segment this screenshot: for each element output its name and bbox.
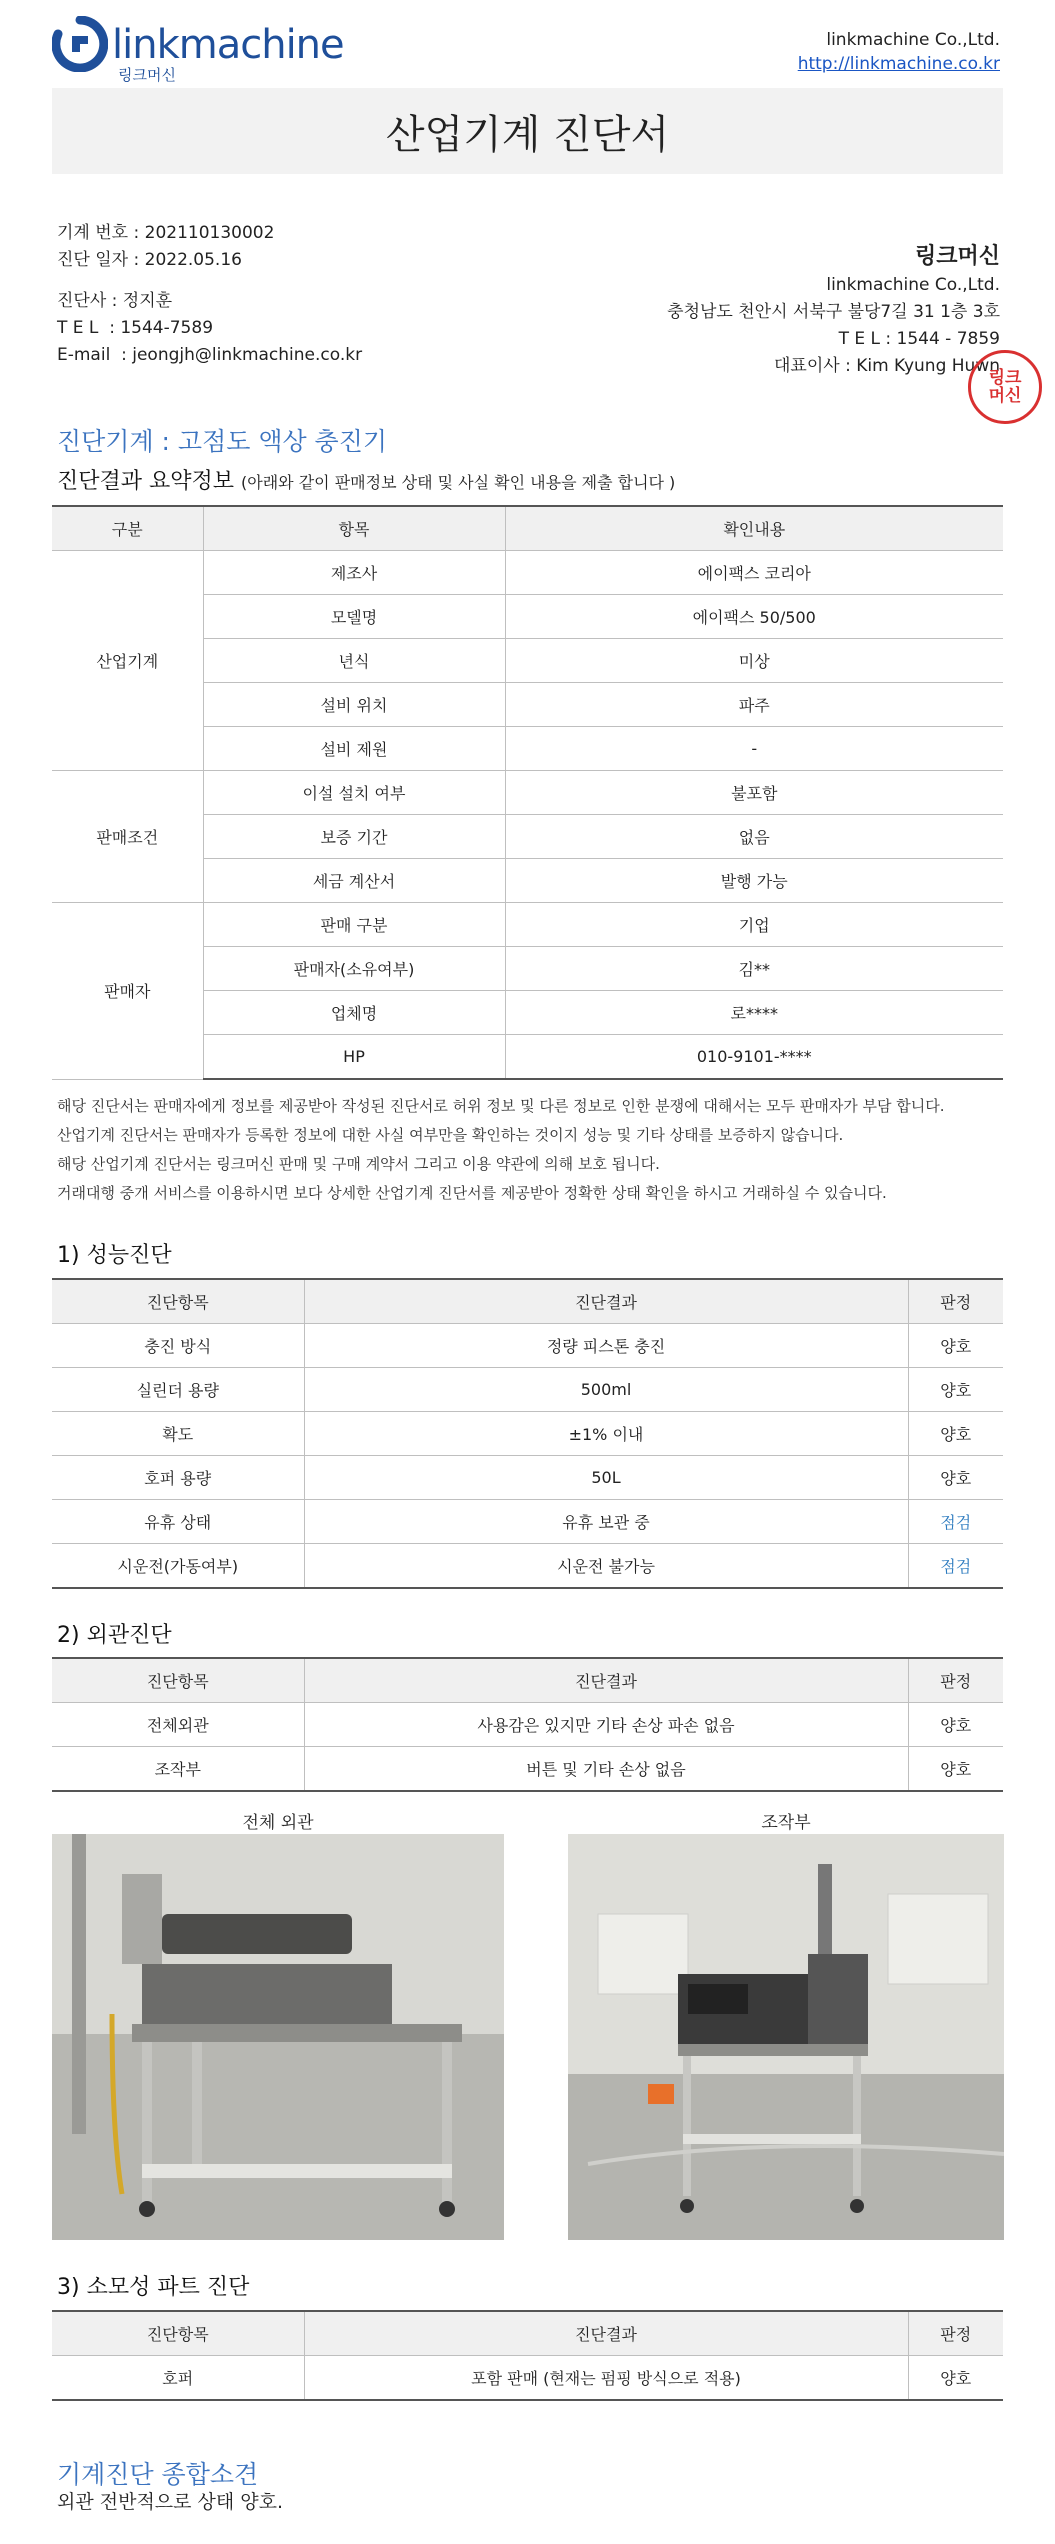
- diagnosis-verdict: 양호: [908, 1412, 1003, 1456]
- company-english-name: linkmachine Co.,Ltd.: [826, 275, 1000, 295]
- photo-label-control: 조작부: [761, 1813, 811, 1833]
- logo-subtext: 링크머신: [118, 66, 176, 84]
- column-header: 진단항목: [52, 2311, 304, 2356]
- consumables-heading: 3) 소모성 파트 진단: [57, 2275, 250, 2300]
- summary-note: (아래와 같이 판매정보 상태 및 사실 확인 내용을 제출 합니다 ): [241, 473, 676, 492]
- page-title: 산업기계 진단서: [52, 88, 1003, 174]
- item-value: 김**: [505, 947, 1003, 991]
- inspector-email[interactable]: E-mail : jeongjh@linkmachine.co.kr: [57, 345, 363, 365]
- column-header: 판정: [908, 2311, 1003, 2356]
- machine-heading: 진단기계 : 고점도 액상 충진기: [57, 427, 388, 456]
- note-line: 해당 진단서는 판매자에게 정보를 제공받아 작성된 진단서로 허위 정보 및 다른 정보로 인한 분쟁에 대해서는 모두 판매자가 부담 합니다.: [57, 1097, 945, 1115]
- diagnosis-item: 실린더 용량: [52, 1368, 304, 1412]
- company-info: [667, 243, 1000, 380]
- appearance-heading: 2) 외관진단: [57, 1623, 172, 1648]
- column-header: 확인내용: [505, 506, 1003, 551]
- table-row: [52, 1500, 1003, 1544]
- item-value: 발행 가능: [505, 859, 1003, 903]
- note-line: 산업기계 진단서는 판매자가 등록한 정보에 대한 사실 여부만을 확인하는 것이지 성능 및 기타 상태를 보증하지 않습니다.: [57, 1126, 844, 1144]
- table-row: [52, 1412, 1003, 1456]
- item-value: -: [505, 727, 1003, 771]
- appearance-table: [52, 1657, 1003, 1792]
- diagnosis-verdict: 양호: [908, 1747, 1003, 1792]
- diagnosis-item: 유휴 상태: [52, 1500, 304, 1544]
- table-row: [52, 1544, 1003, 1589]
- item-label: 판매 구분: [203, 903, 505, 947]
- diagnosis-item: 확도: [52, 1412, 304, 1456]
- diagnosis-item: 조작부: [52, 1747, 304, 1792]
- table-row: [52, 771, 1003, 815]
- disclaimer-notes: [57, 1092, 945, 1208]
- summary-table: [52, 505, 1003, 1080]
- company-seal-stamp: 링크머신: [968, 350, 1042, 424]
- website-link[interactable]: http://linkmachine.co.kr: [797, 54, 1000, 74]
- table-row: [52, 1747, 1003, 1792]
- item-label: 년식: [203, 639, 505, 683]
- logo-text: linkmachine: [112, 22, 344, 68]
- performance-heading: 1) 성능진단: [57, 1243, 172, 1268]
- diagnosis-verdict: 양호: [908, 1703, 1003, 1747]
- diagnosis-item: 전체외관: [52, 1703, 304, 1747]
- item-label: 이설 설치 여부: [203, 771, 505, 815]
- item-value: 에이팩스 50/500: [505, 595, 1003, 639]
- diagnosis-result: 정량 피스톤 충진: [304, 1324, 908, 1368]
- table-row: [52, 903, 1003, 947]
- table-row: [52, 551, 1003, 595]
- note-line: 거래대행 중개 서비스를 이용하시면 보다 상세한 산업기계 진단서를 제공받아 정확한 상태 확인을 하시고 거래하실 수 있습니다.: [57, 1184, 887, 1202]
- diagnosis-verdict: 점검: [908, 1500, 1003, 1544]
- column-header: 진단결과: [304, 1658, 908, 1703]
- company-name: linkmachine Co.,Ltd.: [826, 30, 1000, 50]
- diagnosis-info: [57, 220, 362, 369]
- summary-heading: [57, 464, 675, 495]
- company-tel: T E L : 1544 - 7859: [838, 329, 1000, 349]
- diagnosis-result: 50L: [304, 1456, 908, 1500]
- table-header-row: [52, 506, 1003, 551]
- item-label: 제조사: [203, 551, 505, 595]
- group-label: 판매자: [52, 903, 203, 1080]
- group-label: 산업기계: [52, 551, 203, 771]
- item-label: 보증 기간: [203, 815, 505, 859]
- item-label: 업체명: [203, 991, 505, 1035]
- column-header: 진단결과: [304, 2311, 908, 2356]
- inspector-name: 진단사 : 정지훈: [57, 291, 173, 311]
- item-value: 파주: [505, 683, 1003, 727]
- item-label: 판매자(소유여부): [203, 947, 505, 991]
- diagnosis-verdict: 양호: [908, 1324, 1003, 1368]
- company-korean-name: 링크머신: [914, 244, 1000, 269]
- company-ceo: 대표이사 : Kim Kyung Huwn: [773, 356, 1000, 376]
- diagnosis-item: 충진 방식: [52, 1324, 304, 1368]
- table-header-row: [52, 2311, 1003, 2356]
- performance-table: [52, 1278, 1003, 1589]
- company-address: 충청남도 천안시 서북구 불당7길 31 1층 3호: [667, 302, 1000, 322]
- company-header: [798, 28, 1000, 76]
- machine-overall-photo: [52, 1834, 504, 2240]
- column-header: 판정: [908, 1279, 1003, 1324]
- column-header: 진단항목: [52, 1279, 304, 1324]
- item-value: 010-9101-****: [505, 1035, 1003, 1080]
- diagnosis-verdict: 양호: [908, 1456, 1003, 1500]
- diagnosis-verdict: 양호: [908, 1368, 1003, 1412]
- table-header-row: [52, 1279, 1003, 1324]
- item-value: 에이팩스 코리아: [505, 551, 1003, 595]
- table-row: [52, 1703, 1003, 1747]
- item-value: 로****: [505, 991, 1003, 1035]
- note-line: 해당 산업기계 진단서는 링크머신 판매 및 구매 계약서 그리고 이용 약관에 의해 보호 됩니다.: [57, 1155, 660, 1173]
- diagnosis-verdict: 양호: [908, 2356, 1003, 2401]
- diagnosis-item: 호퍼: [52, 2356, 304, 2401]
- table-row: [52, 1324, 1003, 1368]
- item-label: 세금 계산서: [203, 859, 505, 903]
- diagnosis-verdict: 점검: [908, 1544, 1003, 1589]
- item-label: 모델명: [203, 595, 505, 639]
- item-value: 미상: [505, 639, 1003, 683]
- diagnosis-result: 버튼 및 기타 손상 없음: [304, 1747, 908, 1792]
- diagnosis-result: ±1% 이내: [304, 1412, 908, 1456]
- column-header: 구분: [52, 506, 203, 551]
- diagnosis-item: 호퍼 용량: [52, 1456, 304, 1500]
- item-label: HP: [203, 1035, 505, 1080]
- item-label: 설비 위치: [203, 683, 505, 727]
- logo-icon: [52, 16, 108, 72]
- control-panel-photo: [568, 1834, 1004, 2240]
- diagnosis-date: 진단 일자 : 2022.05.16: [57, 250, 242, 270]
- table-row: [52, 1456, 1003, 1500]
- summary-title: 진단결과 요약정보: [57, 469, 235, 494]
- diagnosis-item: 시운전(가동여부): [52, 1544, 304, 1589]
- diagnosis-result: 시운전 불가능: [304, 1544, 908, 1589]
- group-label: 판매조건: [52, 771, 203, 903]
- diagnosis-result: 500ml: [304, 1368, 908, 1412]
- table-header-row: [52, 1658, 1003, 1703]
- diagnosis-result: 유휴 보관 중: [304, 1500, 908, 1544]
- machine-number: 기계 번호 : 202110130002: [57, 223, 275, 243]
- item-value: 불포함: [505, 771, 1003, 815]
- item-value: 없음: [505, 815, 1003, 859]
- diagnosis-result: 사용감은 있지만 기타 손상 파손 없음: [304, 1703, 908, 1747]
- final-opinion-text: 외관 전반적으로 상태 양호.: [57, 2491, 284, 2513]
- final-opinion-heading: 기계진단 종합소견: [57, 2460, 259, 2489]
- column-header: 항목: [203, 506, 505, 551]
- column-header: 진단항목: [52, 1658, 304, 1703]
- inspector-tel: T E L : 1544-7589: [57, 318, 214, 338]
- item-value: 기업: [505, 903, 1003, 947]
- table-row: [52, 1368, 1003, 1412]
- consumables-table: [52, 2310, 1003, 2401]
- item-label: 설비 제원: [203, 727, 505, 771]
- column-header: 진단결과: [304, 1279, 908, 1324]
- photo-label-overall: 전체 외관: [242, 1813, 314, 1833]
- column-header: 판정: [908, 1658, 1003, 1703]
- table-row: [52, 2356, 1003, 2401]
- diagnosis-result: 포함 판매 (현재는 펌핑 방식으로 적용): [304, 2356, 908, 2401]
